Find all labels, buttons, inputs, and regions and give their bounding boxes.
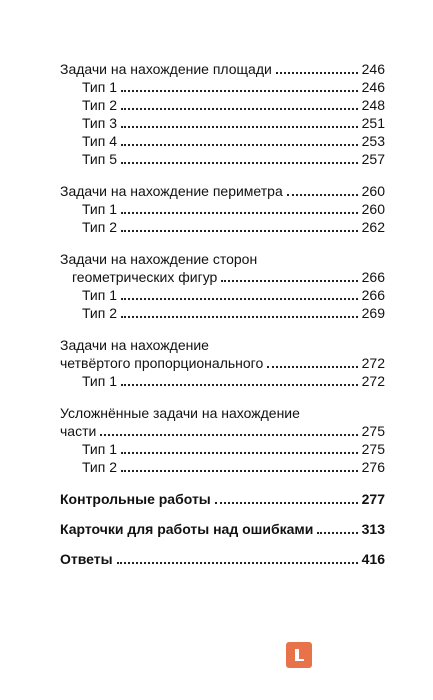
toc-section-heading <box>60 354 385 372</box>
dot-leader <box>121 90 358 92</box>
toc-item-label: Тип 1 <box>82 287 118 303</box>
toc-item-label: Тип 3 <box>82 115 118 131</box>
page-number: 246 <box>361 79 385 95</box>
toc-item-label: Тип 5 <box>82 151 118 167</box>
page-number: 272 <box>361 373 385 389</box>
toc-bold-entry <box>60 550 385 568</box>
page-number: 269 <box>361 305 385 321</box>
page-number: 275 <box>361 441 385 457</box>
toc-item <box>60 304 385 322</box>
toc-item-label: Тип 1 <box>82 373 118 389</box>
dot-leader <box>121 212 358 214</box>
toc-item-label: Тип 2 <box>82 459 118 475</box>
toc-item <box>60 114 385 132</box>
toc-item-label: Тип 1 <box>82 441 118 457</box>
dot-leader <box>100 434 357 436</box>
toc-section-title: Задачи на нахождение площади <box>60 61 272 77</box>
toc-item-label: Тип 4 <box>82 133 118 149</box>
toc-section <box>60 60 385 168</box>
toc-section <box>60 404 385 476</box>
dot-leader <box>121 144 358 146</box>
toc-bold-entry <box>60 520 385 538</box>
toc-bold-label: Карточки для работы над ошибками <box>60 521 314 537</box>
page-number: 277 <box>361 491 385 507</box>
dot-leader <box>117 562 358 564</box>
dot-leader <box>121 162 358 164</box>
dot-leader <box>267 366 357 368</box>
toc-item-label: Тип 2 <box>82 305 118 321</box>
toc-section-title: части <box>60 423 97 439</box>
toc-section <box>60 336 385 390</box>
toc-section-heading <box>60 268 385 286</box>
toc-section <box>60 182 385 236</box>
toc-section-title: Задачи на нахождение периметра <box>60 183 283 199</box>
dot-leader <box>121 384 358 386</box>
toc-item <box>60 458 385 476</box>
toc-item <box>60 150 385 168</box>
toc-bold-label: Ответы <box>60 551 113 567</box>
toc-item-label: Тип 2 <box>82 219 118 235</box>
page-number: 266 <box>361 269 385 285</box>
toc-section <box>60 250 385 322</box>
toc-item <box>60 286 385 304</box>
toc-item <box>60 440 385 458</box>
page-number: 262 <box>361 219 385 235</box>
page-number: 246 <box>361 61 385 77</box>
toc-section-title-line1: Задачи на нахождение <box>60 337 209 353</box>
dot-leader <box>121 230 358 232</box>
toc-item-label: Тип 1 <box>82 201 118 217</box>
dot-leader <box>276 72 358 74</box>
dot-leader <box>121 316 358 318</box>
toc-bold-entry <box>60 490 385 508</box>
page-number: 251 <box>361 115 385 131</box>
toc-item <box>60 200 385 218</box>
page-number: 248 <box>361 97 385 113</box>
labirint-logo-icon <box>286 642 312 668</box>
toc-section-heading <box>60 182 385 200</box>
page-number: 313 <box>361 521 385 537</box>
page-number: 275 <box>361 423 385 439</box>
dot-leader <box>121 126 358 128</box>
toc-bold-label: Контрольные работы <box>60 491 211 507</box>
dot-leader <box>215 502 358 504</box>
toc-section-title: четвёртого пропорционального <box>60 355 264 371</box>
toc-section-heading <box>60 60 385 78</box>
page-number: 257 <box>361 151 385 167</box>
toc-section-heading <box>60 422 385 440</box>
dot-leader <box>121 108 358 110</box>
toc-item <box>60 372 385 390</box>
toc-section-title-line1: Усложнённые задачи на нахождение <box>60 405 300 421</box>
dot-leader <box>221 280 357 282</box>
toc-item-label: Тип 2 <box>82 97 118 113</box>
toc-section-title: геометрических фигур <box>72 269 218 285</box>
dot-leader <box>287 194 358 196</box>
toc-item <box>60 78 385 96</box>
page-number: 253 <box>361 133 385 149</box>
toc-item <box>60 218 385 236</box>
table-of-contents <box>60 60 385 580</box>
page-number: 260 <box>361 201 385 217</box>
page-number: 276 <box>361 459 385 475</box>
page-number: 416 <box>361 551 385 567</box>
page-number: 272 <box>361 355 385 371</box>
toc-item-label: Тип 1 <box>82 79 118 95</box>
page-number: 260 <box>361 183 385 199</box>
toc-item <box>60 96 385 114</box>
toc-item <box>60 132 385 150</box>
dot-leader <box>121 470 358 472</box>
page-number: 266 <box>361 287 385 303</box>
dot-leader <box>121 452 358 454</box>
dot-leader <box>317 532 357 534</box>
toc-section-title-line1: Задачи на нахождение сторон <box>60 251 258 267</box>
dot-leader <box>121 298 358 300</box>
